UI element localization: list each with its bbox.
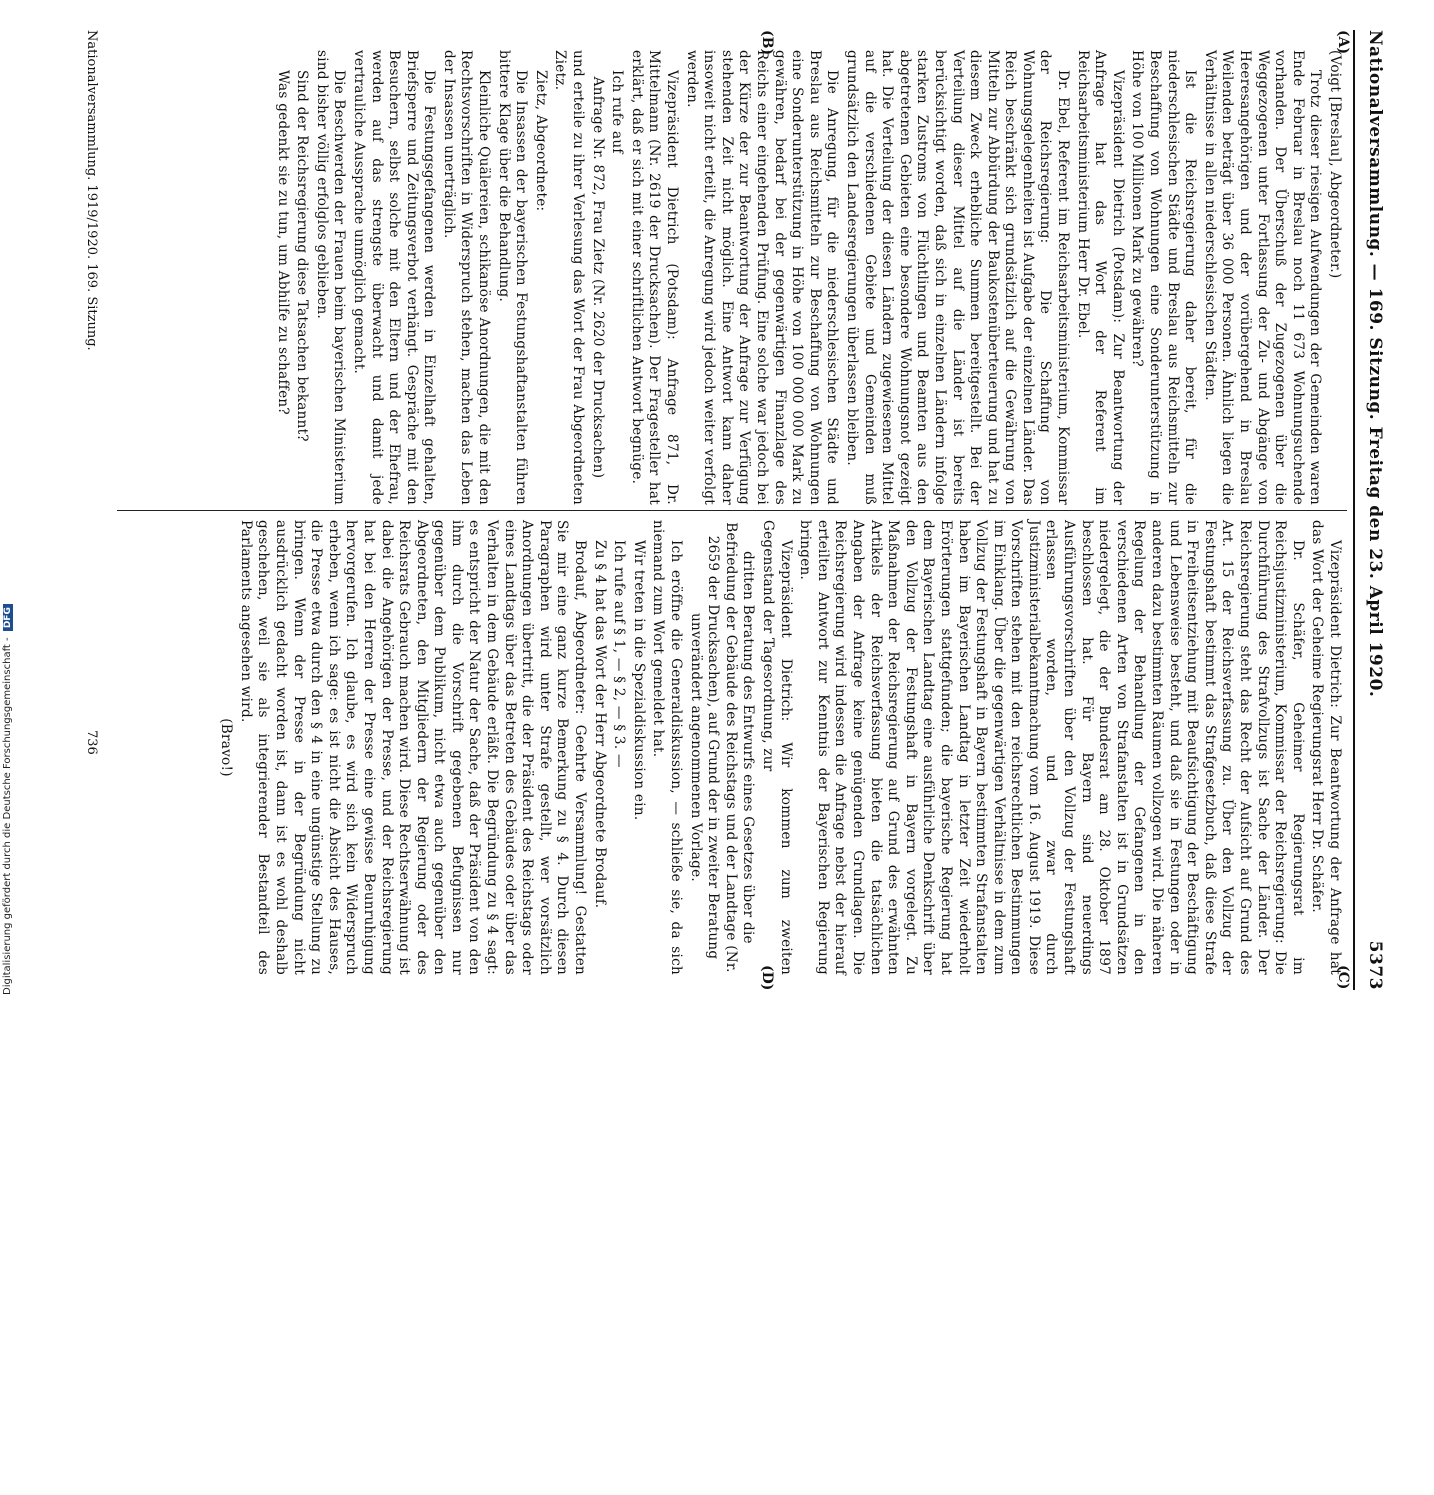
paragraph: Die Beschwerden der Frauen beim bayerischen Ministerium sind bisher völlig erfolglos geblieben. [313, 50, 348, 505]
paragraph: dritten Beratung des Entwurfs eines Gesetzes über die Befriedung der Gebäude des Reichstags und der Landtage (Nr. 2659 der Drucksachen), auf Grund der in zweiter Beratung unverändert angenommenen Vorlage. [687, 522, 757, 973]
digitization-credit [2, 607, 14, 1495]
page-title: Nationalversammlung. — 169. Sitzung. Freitag den 23. April 1920. [1365, 30, 1385, 698]
paragraph: Vizepräsident Dietrich: Zur Beantwortung der Anfrage hat das Wort der Geheime Regierungsrat Herr Dr. Schäfer. [1309, 520, 1343, 975]
rotated-document-page [25, 30, 1395, 990]
dfg-logo: DFG [3, 604, 13, 631]
paragraph: Kleinliche Quälereien, schikanöse Anordnungen, die mit den Rechtsvorschriften in Widerspruch stehen, machen das Leben der Insassen unerträglich. [440, 50, 493, 505]
paragraph: Zu § 4 hat das Wort der Herr Abgeordnete Brodauf. [591, 540, 608, 909]
paragraph: Anfrage Nr. 872, Frau Zietz (Nr. 2620 der Drucksachen) [589, 76, 606, 479]
paragraph: (Voigt [Breslau], Abgeordneter.) [1327, 50, 1343, 279]
paragraph: Vizepräsident Dietrich (Potsdam): Zur Beantwortung der Anfrage hat das Wort der Referent im Reichsarbeitsministerium Herr Dr. Ebel. [1074, 50, 1126, 505]
credit-text: Digitalisierung gefördert durch die Deutsche Forschungsgemeinschaft - [2, 637, 13, 995]
page-number: 5373 [1365, 940, 1385, 990]
paragraph: und erteile zu ihrer Verlesung das Wort der Frau Abgeordneten Zietz. [552, 50, 587, 505]
paragraph: Ich rufe auf [609, 70, 626, 154]
paragraph: (Bravo!) [218, 718, 235, 777]
margin-marker-d: (D) [759, 965, 775, 991]
margin-marker-c: (C) [1335, 965, 1351, 990]
paragraph: Trotz dieser riesigen Aufwendungen der Gemeinden waren Ende Februar in Breslau noch 11 673 Wohnungsuchende vorhanden. Der Überschuß der Zugezogenen über die Weggezogenen unter Fortlassung der Zu- und Abgänge von Heeresangehörigen und der vorübergehend in Breslau Weilenden beträgt über 36 000 Personen. Ähnlich liegen die Verhältnisse in allen niederschlesischen Städten. [1201, 50, 1324, 505]
paragraph: Die Anregung, für die niederschlesischen Städte und Breslau aus Reichsmitteln zur Beschaffung von Wohnungen eine Sonderunterstützung in Höhe von 100 000 000 Mark zu gewähren, bedarf bei der gegenwärtigen Finanzlage des Reichs einer eingehenden Prüfung. Eine solche war jedoch bei der Kürze der zur Beantwortung der Anfrage zur Verfügung stehenden Zeit nicht möglich. Eine Antwort kann daher insoweit nicht erteilt, die Anregung wird jedoch weiter verfolgt werden. [683, 50, 841, 505]
page-header [1353, 30, 1395, 990]
paragraph: Was gedenkt sie zu tun, um Abhilfe zu schaffen? [274, 70, 291, 415]
footer-session: Nationalversammlung. 1919/1920. 169. Sitzung. [84, 30, 99, 351]
margin-marker-a: (A) [1335, 30, 1351, 55]
paragraph: Die Festungsgefangenen werden in Einzelhaft gehalten, Briefsperre und Zeitungsverbot verhängt. Gespräche mit den Besuchern, selbst solche mit den Eltern und der Ehefrau, werden auf das strengste überwacht und damit jede vertrauliche Aussprache unmöglich gemacht. [350, 50, 438, 505]
margin-marker-b: (B) [759, 30, 775, 56]
paragraph: Sind der Reichsregierung diese Tatsachen bekannt? [294, 70, 311, 442]
footer-page-number: 736 [84, 730, 99, 755]
paragraph: Die Insassen der bayerischen Festungshaftanstalten führen bittere Klage über die Behandlung. [495, 50, 530, 505]
left-text-column [271, 50, 1343, 505]
paragraph: Dr. Ebel, Referent im Reichsarbeitsministerium, Kommissar der Reichsregierung: Die Schaffung von Wohnungsgelegenheiten ist Aufgabe der einzelnen Länder. Das Reich beschränkt sich grundsätzlich auf die Gewährung von Mitteln zur Abbürdung der Baukostenüberteuerung und hat zu diesem Zweck erhebliche Summen bereitgestellt. Bei der Verteilung dieser Mittel auf die Länder ist bereits berücksichtigt worden, daß sich in einzelnen Ländern infolge starken Zustroms von Flüchtlingen und Beamten aus den abgetretenen Gebieten eine besondere Wohnungsnot gezeigt hat. Die Verteilung der diesen Ländern zugewiesenen Mittel auf die verschiedenen Gebiete und Gemeinden muß grundsätzlich den Landesregierungen überlassen bleiben. [843, 50, 1072, 505]
paragraph: Ich eröffne die Generaldiskussion, — schließe sie, da sich niemand zum Wort gemeldet hat. [650, 520, 685, 975]
paragraph: Vizepräsident Dietrich: Wir kommen zum zweiten Gegenstand der Tagesordnung, zur [760, 520, 794, 975]
paragraph: Ich rufe auf § 1, — § 2, — § 3. — [611, 540, 628, 768]
paragraph: Vizepräsident Dietrich (Potsdam): Anfrage 871, Dr. Mittelmann (Nr. 2619 der Drucksachen). Der Fragesteller hat erklärt, daß er sich mit einer schriftlichen Antwort begnüge. [628, 50, 681, 505]
paragraph: Ist die Reichsregierung daher bereit, für die niederschlesischen Städte und Breslau aus Reichsmitteln zur Beschaffung von Wohnungen eine Sonderunterstützung in Höhe von 100 Millionen Mark zu gewähren? [1129, 50, 1199, 505]
paragraph: Wir treten in die Spezialdiskussion ein. [630, 540, 647, 821]
paragraph: Zietz, Abgeordnete: [532, 70, 549, 212]
page-footer [75, 30, 105, 990]
column-divider [117, 510, 1347, 511]
paragraph: Brodauf, Abgeordneter: Geehrte Versammlung! Gestatten Sie mir eine ganz kurze Bemerkung zu § 4. Durch diesen Paragraphen wird unter Strafe gestellt, wer vorsätzlich Anordnungen übertritt, die der Präsident des Reichstags oder eines Landtags über das Betreten des Gebäudes oder über das Verhalten in dem Gebäude erläßt. Die Begründung zu § 4 sagt: es entspricht der Natur der Sache, daß der Präsident von den ihm durch die Vorschrift gegebenen Befugnissen nur gegenüber dem Publikum, nicht etwa auch gegenüber den Abgeordneten, den Mitgliedern der Regierung oder des Reichsrats Gebrauch machen wird. Diese Rechtserwähnung ist dabei die Angehörigen der Presse, und der Reichsregierung hat bei den Herren der Presse eine gewisse Beunruhigung hervorgerufen. Ich glaube, es wird sich kein Widerspruch erheben, wenn ich sage: es ist nicht die Absicht des Hauses, die Presse etwa durch den § 4 in eine ungünstige Stellung zu bringen. Wenn der Presse in der Begründung nicht ausdrücklich gedacht worden ist, dann ist es wohl deshalb geschehen, weil sie als integrierender Bestandteil des Parlaments angesehen wird. [237, 520, 589, 975]
paragraph: Dr. Schäfer, Geheimer Regierungsrat im Reichsjustizministerium, Kommissar der Reichsregierung: Die Durchführung des Strafvollzugs ist Sache der Länder. Der Reichsregierung steht das Recht der Aufsicht auf Grund des Art. 15 der Reichsverfassung zu. Über den Vollzug der Festungshaft bestimmt das Strafgesetzbuch, daß diese Strafe in Freiheitsentziehung mit Beaufsichtigung der Beschäftigung und Lebensweise besteht, und daß sie in Festungen oder in anderen dazu bestimmten Räumen vollzogen wird. Die näheren Regelung der Behandlung der Gefangenen in den verschiedenen Arten von Strafanstalten ist in Grundsätzen niedergelegt, die der Bundesrat am 28. Oktober 1897 beschlossen hat. Für Bayern sind neuerdings Ausführungsvorschriften über den Vollzug der Festungshaft erlassen worden, und zwar durch Justizministerialbekanntmachung vom 16. August 1919. Diese Vorschriften stehen mit den reichsrechtlichen Bestimmungen im Einklang. Über die gegenwärtigen Verhältnisse in dem zum Vollzug der Festungshaft in Bayern bestimmten Strafanstalten haben im Bayerischen Landtag in letzter Zeit wiederholt Erörterungen stattgefunden; die bayerische Regierung hat dem Bayerischen Landtag eine ausführliche Denkschrift über den Vollzug der Festungshaft in Bayern vorgelegt. Zu Maßnahmen der Reichsregierung auf Grund des erwähnten Artikels der Reichsverfassung bieten die tatsächlichen Angaben der Anfrage keine genügenden Grundlagen. Die Reichsregierung wird indessen die Anfrage nebst der hierauf erteilten Antwort zur Kenntnis der Bayerischen Regierung bringen. [797, 520, 1306, 975]
right-text-column [215, 520, 1343, 975]
